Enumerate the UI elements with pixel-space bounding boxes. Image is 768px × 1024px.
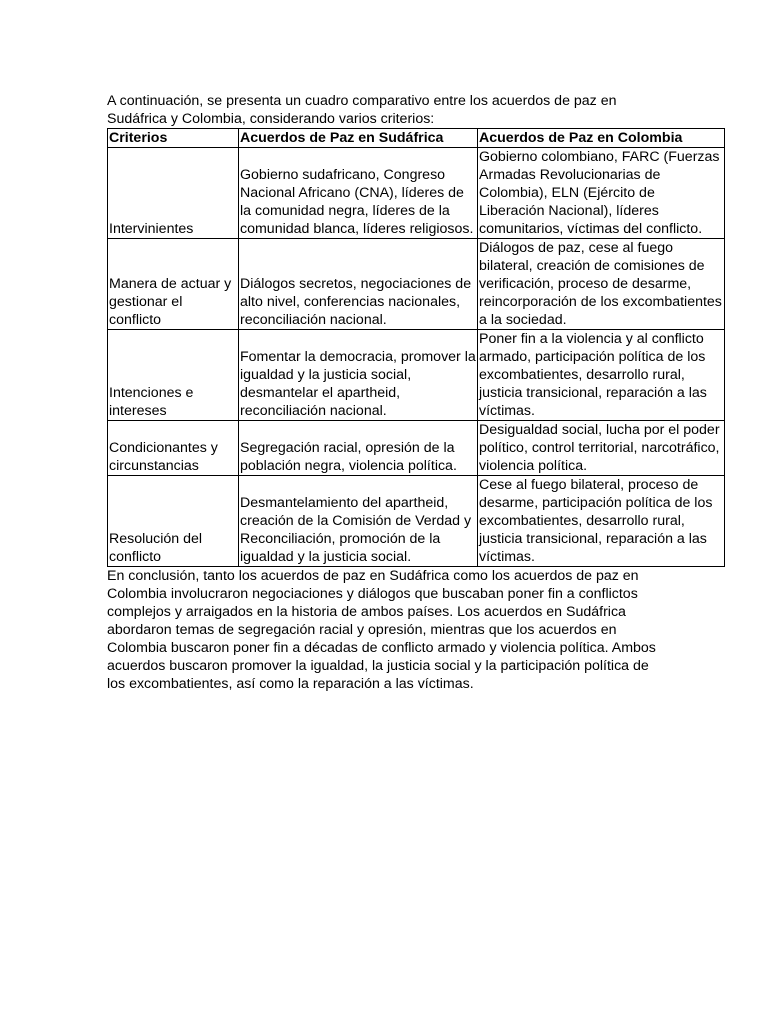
table-row bbox=[108, 239, 725, 330]
cell-colombia: Desigualdad social, lucha por el poder político, control territorial, narcotráfico, violencia política. bbox=[478, 421, 725, 476]
header-criterios: Criterios bbox=[108, 129, 239, 148]
cell-colombia: Poner fin a la violencia y al conflicto armado, participación política de los excombatientes, desarrollo rural, justicia transicional, reparación a las víctimas. bbox=[478, 330, 725, 421]
cell-criterio: Intervinientes bbox=[108, 148, 239, 239]
cell-colombia: Gobierno colombiano, FARC (Fuerzas Armadas Revolucionarias de Colombia), ELN (Ejército de Liberación Nacional), líderes comunitarios, víctimas del conflicto. bbox=[478, 148, 725, 239]
intro-paragraph: A continuación, se presenta un cuadro comparativo entre los acuerdos de paz en Sudáfrica y Colombia, considerando varios criterios: bbox=[107, 93, 617, 127]
table-row bbox=[108, 421, 725, 476]
table-header-row bbox=[108, 129, 725, 148]
cell-sudafrica: Diálogos secretos, negociaciones de alto nivel, conferencias nacionales, reconciliación nacional. bbox=[239, 239, 478, 330]
document-page bbox=[107, 92, 727, 693]
cell-criterio: Intenciones e intereses bbox=[108, 330, 239, 421]
table-row bbox=[108, 330, 725, 421]
conclusion-paragraph: En conclusión, tanto los acuerdos de paz en Sudáfrica como los acuerdos de paz en Colombia involucraron negociaciones y diálogos que buscaban poner fin a conflictos complejos y arraigados en la historia de ambos países. Los acuerdos en Sudáfrica abordaron temas de segregación racial y opresión, mientras que los acuerdos en Colombia buscaron poner fin a décadas de conflicto armado y violencia política. Ambos acuerdos buscaron promover la igualdad, la justicia social y la participación política de los excombatientes, así como la reparación a las víctimas. bbox=[107, 568, 656, 692]
cell-sudafrica: Gobierno sudafricano, Congreso Nacional Africano (CNA), líderes de la comunidad negra, líderes de la comunidad blanca, líderes religiosos. bbox=[239, 148, 478, 239]
comparison-table bbox=[107, 128, 725, 567]
cell-criterio: Resolución del conflicto bbox=[108, 476, 239, 567]
table-row bbox=[108, 148, 725, 239]
cell-colombia: Diálogos de paz, cese al fuego bilateral, creación de comisiones de verificación, proceso de desarme, reincorporación de los excombatientes a la sociedad. bbox=[478, 239, 725, 330]
cell-sudafrica: Fomentar la democracia, promover la igualdad y la justicia social, desmantelar el apartheid, reconciliación nacional. bbox=[239, 330, 478, 421]
header-colombia: Acuerdos de Paz en Colombia bbox=[478, 129, 725, 148]
table-row bbox=[108, 476, 725, 567]
cell-sudafrica: Segregación racial, opresión de la población negra, violencia política. bbox=[239, 421, 478, 476]
header-sudafrica: Acuerdos de Paz en Sudáfrica bbox=[239, 129, 478, 148]
cell-criterio: Manera de actuar y gestionar el conflicto bbox=[108, 239, 239, 330]
cell-colombia: Cese al fuego bilateral, proceso de desarme, participación política de los excombatientes, desarrollo rural, justicia transicional, reparación a las víctimas. bbox=[478, 476, 725, 567]
cell-criterio: Condicionantes y circunstancias bbox=[108, 421, 239, 476]
cell-sudafrica: Desmantelamiento del apartheid, creación de la Comisión de Verdad y Reconciliación, promoción de la igualdad y la justicia social. bbox=[239, 476, 478, 567]
